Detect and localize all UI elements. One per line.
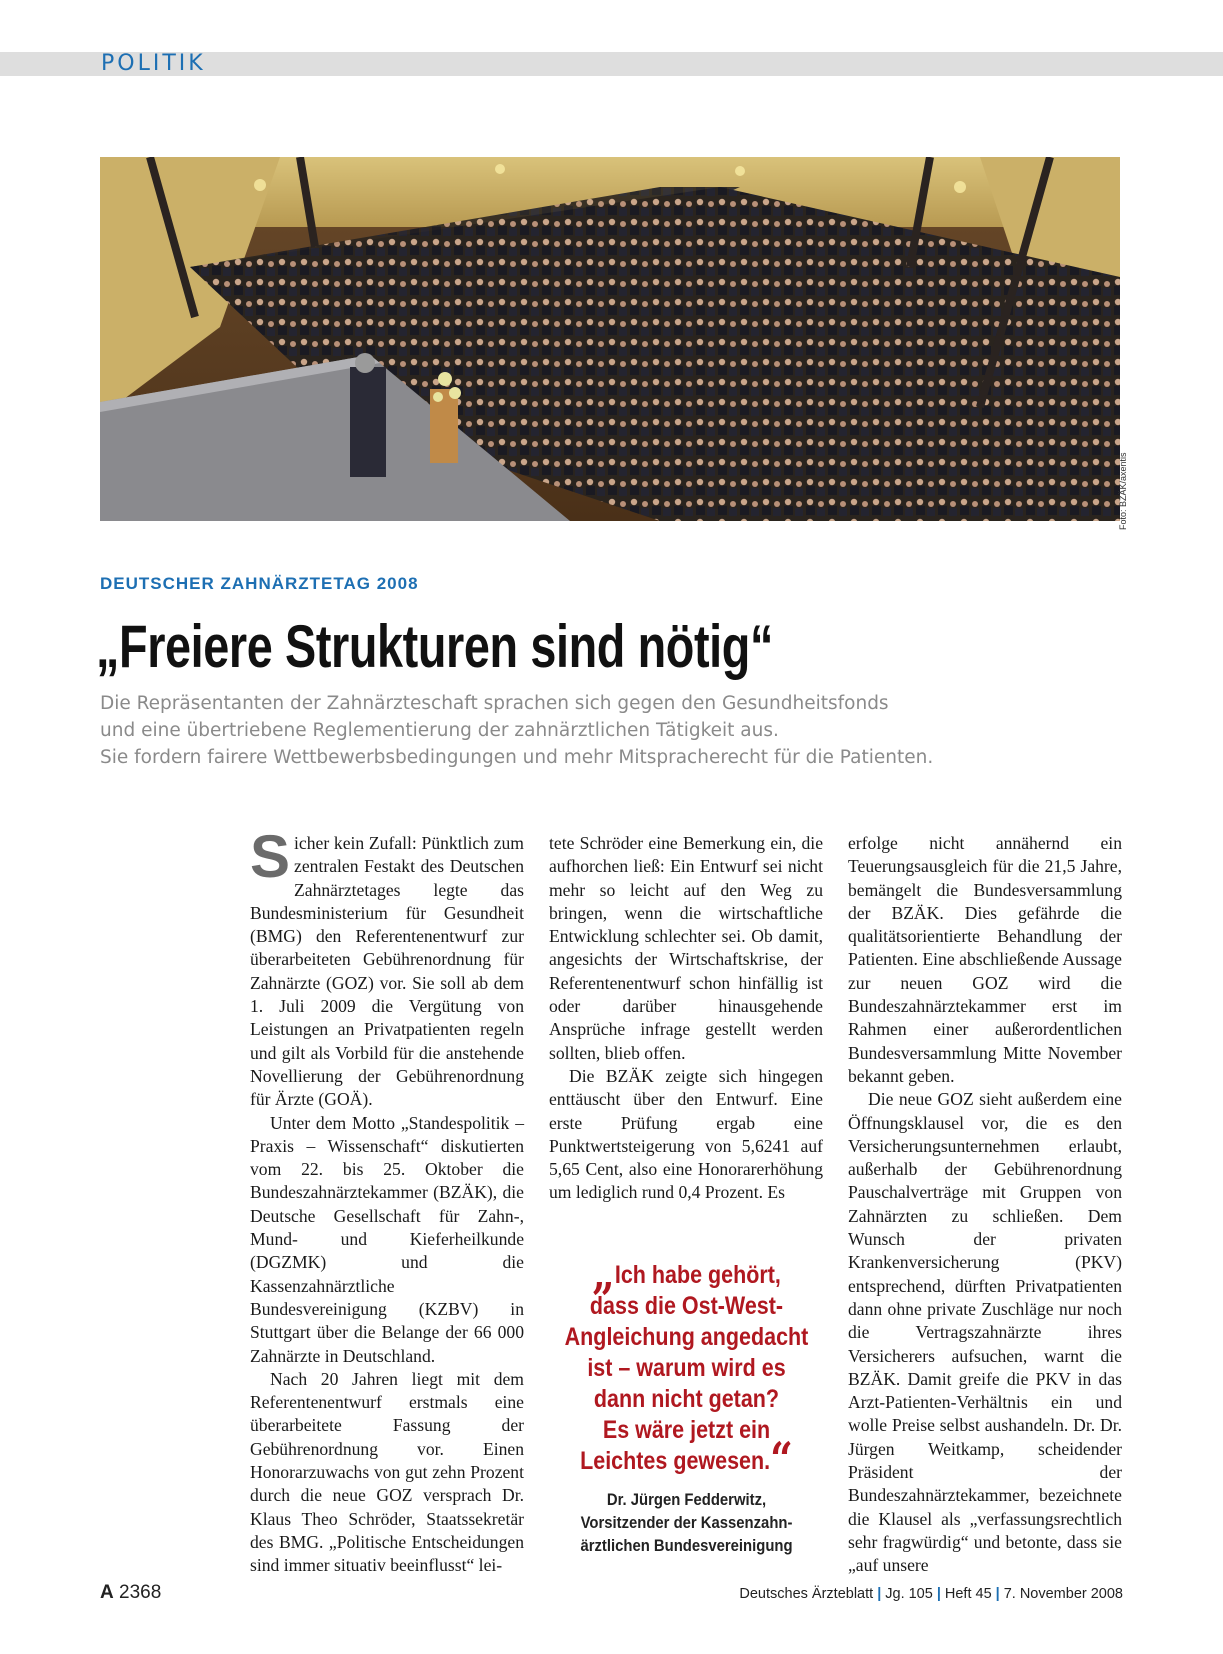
paragraph: Nach 20 Jahren liegt mit dem Referentenentwurf erstmals eine überarbeitete Fassung der Gebührenordnung vor. Einen Honorarzuwachs von gut zehn Prozent durch die neue GOZ versprach Dr. Klaus Theo Schröder, Staatssekretär des BMG. „Politische Entscheidungen sind immer situativ beeinflusst“ lei- <box>250 1368 524 1576</box>
article-headline: „Freiere Strukturen sind nötig“ <box>96 613 774 680</box>
journal-date: 7. November 2008 <box>1003 1586 1123 1602</box>
paragraph: erfolge nicht annähernd ein Teuerungsausgleich für die 21,5 Jahre, bemängelt die Bundesversammlung der BZÄK. Dies gefährde die qualitätsorientierte Behandlung der Patienten. Eine abschließende Aussage zur neuen GOZ wird die Bundeszahnärztekammer erst im Rahmen einer außerordentlichen Bundesversammlung Mitte November bekannt geben. <box>848 833 1122 1086</box>
journal-issue: Heft 45 <box>944 1586 992 1602</box>
page-number <box>100 1582 161 1604</box>
drop-cap: S <box>250 823 291 890</box>
quote-line: Angleichung angedacht <box>564 1323 809 1351</box>
quote-line <box>564 1432 809 1486</box>
text-column-2 <box>549 832 823 1205</box>
article-kicker: DEUTSCHER ZAHNÄRZTETAG 2008 <box>100 574 419 593</box>
footer-separator: | <box>877 1586 882 1602</box>
lead-line: Die Repräsentanten der Zahnärzteschaft sprachen sich gegen den Gesundheitsfonds <box>100 693 889 714</box>
paragraph: tete Schröder eine Bemerkung ein, die aufhorchen ließ: Ein Entwurf sei nicht mehr so leicht auf den Weg zu bringen, wenn die wirtschaftliche Entwicklung schlechter sei. Ob damit, angesichts der Wirtschaftskrise, der Referentenentwurf schon hinfällig ist oder darüber hinausgehende Ansprüche infrage gestellt werden sollten, blieb offen. <box>549 833 823 1063</box>
paragraph: Die BZÄK zeigte sich hingegen enttäuscht über den Entwurf. Eine erste Prüfung ergab eine Punktwertsteigerung von 5,6241 auf 5,65 Cent, also eine Honorarerhöhung um lediglich rund 0,4 Prozent. Es <box>549 1065 823 1203</box>
paragraph: Unter dem Motto „Standespolitik – Praxis – Wissenschaft“ diskutierten vom 22. bis 25. Oktober die Bundeszahnärztekammer (BZÄK), die Deutsche Gesellschaft für Zahn-, Mund- und Kieferheilkunde (DGZMK) und die Kassenzahnärztliche Bundesvereinigung (KZBV) in Stuttgart über die Belange der 66 000 Zahnärzte in Deutschland. <box>250 1112 524 1366</box>
quote-open-mark: „ <box>592 1246 615 1300</box>
page-number-value: 2368 <box>119 1582 162 1603</box>
text-column-3 <box>848 832 1122 1578</box>
paragraph-text: icher kein Zufall: Pünktlich zum zentralen Festakt des Deutschen Zahnärztetages legte das Bundesministerium für Gesundheit (BMG) den Referentenentwurf zur überarbeiteten Gebührenordnung für Zahnärzte (GOZ) vor. Sie soll ab dem 1. Juli 2009 die Vergütung von Leistungen an Privatpatienten regeln und gilt als Vorbild für die anstehende Novellierung der Gebührenordnung für Ärzte (GOÄ). <box>250 833 524 1110</box>
quote-line: dass die Ost-West- <box>589 1292 784 1320</box>
conference-hall-image <box>100 157 1120 521</box>
section-label: POLITIK <box>101 51 206 76</box>
paragraph <box>250 823 524 1112</box>
quote-author-line: Vorsitzender der Kassenzahn- <box>580 1514 793 1532</box>
page-prefix: A <box>100 1582 114 1603</box>
quote-close-mark: “ <box>770 1432 793 1486</box>
quote-line-text: Ich habe gehört, <box>614 1261 781 1289</box>
journal-name: Deutsches Ärzteblatt <box>739 1586 874 1602</box>
article-photo <box>100 157 1120 521</box>
quote-line: dann nicht getan? <box>593 1385 780 1413</box>
paragraph: Die neue GOZ sieht außerdem eine Öffnungsklausel vor, die es den Versicherungsunternehmen erlaubt, außerhalb der Gebührenordnung Pauschalverträge mit Gruppen von Zahnärzten zu schließen. Dem Wunsch der privaten Krankenversicherung (PKV) entsprechend, dürften Privatpatienten dann ohne private Zuschläge nur noch die Vertragszahnärzte ihres Versicherers aufsuchen, warnt die BZÄK. Damit greife die PKV in das Arzt-Patienten-Verhältnis ein und wolle Preise selbst aushandeln. Dr. Dr. Jürgen Weitkamp, scheidender Präsident der Bundeszahnärztekammer, bezeichnete die Klausel als „verfassungsrechtlich sehr fragwürdig“ und betonte, dass sie „auf unsere <box>848 1089 1122 1576</box>
quote-author-line: ärztlichen Bundesvereinigung <box>580 1537 793 1555</box>
lead-line: Sie fordern fairere Wettbewerbsbedingungen und mehr Mitspracherecht für die Patienten. <box>100 747 934 768</box>
article-lead <box>100 690 1140 771</box>
photo-credit <box>1118 452 1138 530</box>
footer-separator: | <box>936 1586 941 1602</box>
quote-author-line: Dr. Jürgen Fedderwitz, <box>606 1491 767 1509</box>
pull-quote <box>544 1246 829 1486</box>
text-column-1 <box>250 823 524 1578</box>
footer-separator: | <box>995 1586 1000 1602</box>
quote-line-text: Leichtes gewesen. <box>580 1447 771 1475</box>
photo-credit-text: Foto: BZÄK/axentis <box>1118 452 1128 530</box>
quote-author <box>544 1489 829 1558</box>
journal-volume: Jg. 105 <box>885 1586 933 1602</box>
footer-citation <box>739 1586 1123 1602</box>
lead-line: und eine übertriebene Reglementierung der zahnärztlichen Tätigkeit aus. <box>100 720 779 741</box>
quote-line <box>564 1246 809 1300</box>
quote-line: Es wäre jetzt ein <box>602 1416 771 1444</box>
quote-line: ist – warum wird es <box>587 1354 786 1382</box>
